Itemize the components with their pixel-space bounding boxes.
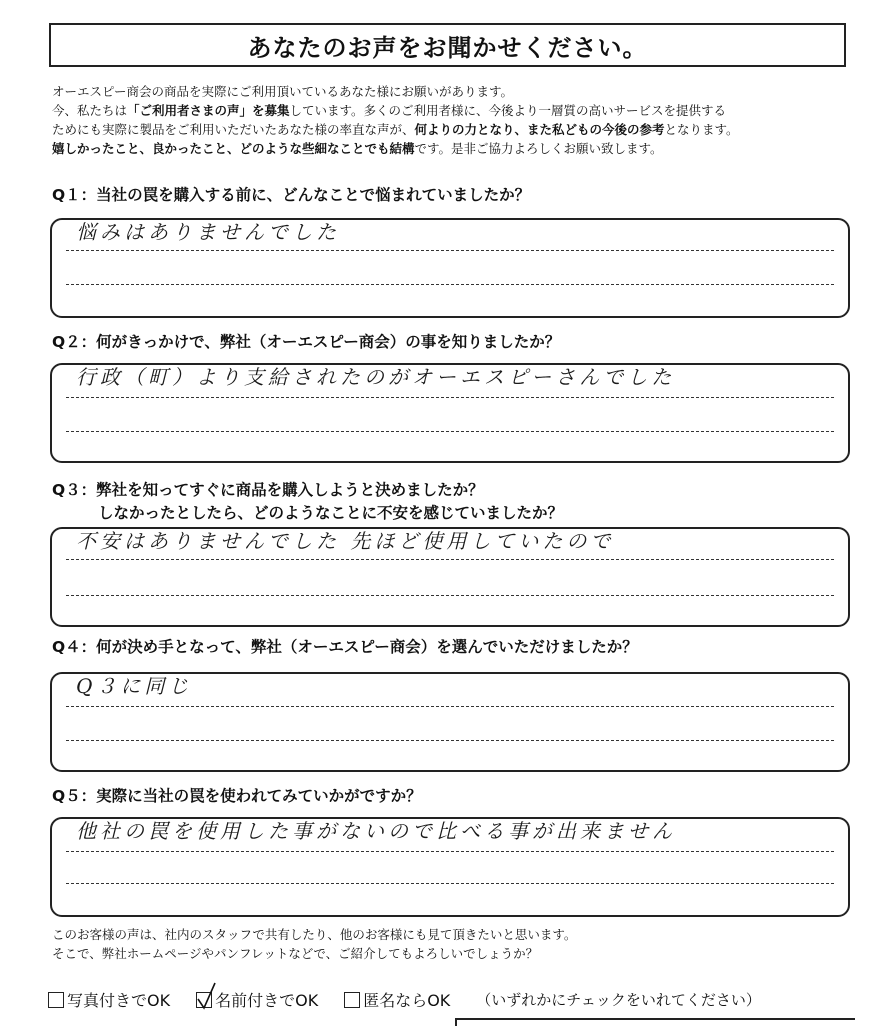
footer-line-2: そこで、弊社ホームページやパンフレットなどで、ご紹介してもよろしいでしょうか？ (52, 946, 539, 961)
footer-line-1: このお客様の声は、社内のスタッフで共有したり、他のお客様にも見て頂きたいと思います。 (52, 927, 577, 942)
answer-box-2[interactable] (50, 363, 850, 463)
question-5-label: Q５：実際に当社の罠を使われてみていかがですか？ (52, 787, 422, 805)
intro-line-1: オーエスピー商会の商品を実際にご利用頂いているあなた様にお願いがあります。 (52, 84, 514, 99)
checkbox-anonymous[interactable] (344, 992, 360, 1008)
question-3-label: Q３：弊社を知ってすぐに商品を購入しようと決めましたか？ (52, 481, 484, 499)
option-photo-label: 写真付きでOK (67, 991, 171, 1010)
question-4-label: Q４：何が決め手となって、弊社（オーエスピー商会）を選んでいただけましたか？ (52, 638, 638, 656)
answer-box-3[interactable] (50, 527, 850, 627)
intro-line-2: 今、私たちは「ご利用者さまの声」を募集しています。多くのご利用者様に、今後より一層質の高いサービスを提供する (52, 103, 727, 118)
answer-4-handwriting: Q３に同じ (76, 674, 193, 698)
answer-1-handwriting: 悩みはありませんでした (76, 220, 340, 244)
answer-5-handwriting: 他社の罠を使用した事がないので比べる事が出来ません (76, 819, 676, 843)
answer-box-4[interactable] (50, 672, 850, 772)
option-anonymous[interactable] (344, 988, 450, 1011)
intro-line-3: ためにも実際に製品をご利用いただいたあなた様の率直な声が、何よりの力となり、また私どもの今後の参考となります。 (52, 122, 739, 137)
question-1-label: Q１：当社の罠を購入する前に、どんなことで悩まれていましたか？ (52, 186, 531, 204)
option-anonymous-label: 匿名ならOK (363, 991, 451, 1010)
bottom-border (455, 1018, 855, 1026)
option-name[interactable] (196, 988, 318, 1011)
answer-box-1[interactable] (50, 218, 850, 318)
checkbox-photo[interactable] (48, 992, 64, 1008)
option-photo[interactable] (48, 988, 170, 1011)
option-note: （いずれかにチェックをいれてください） (476, 991, 761, 1009)
intro-line-4: 嬉しかったこと、良かったこと、どのような些細なことでも結構です。是非ご協力よろしくお願い致します。 (52, 141, 663, 156)
question-2-label: Q２：何がきっかけで、弊社（オーエスピー商会）の事を知りましたか？ (52, 333, 561, 351)
intro-text (52, 82, 852, 158)
answer-3-handwriting: 不安はありませんでした 先ほど使用していたので (76, 529, 615, 553)
footer-text (52, 925, 852, 963)
option-name-label: 名前付きでOK (215, 991, 319, 1010)
checkmark-icon (195, 981, 217, 1011)
form-title: あなたのお声をお聞かせください。 (49, 23, 846, 67)
consent-options (48, 988, 878, 1011)
question-3-sub-label: しなかったとしたら、どのようなことに不安を感じていましたか？ (98, 504, 564, 522)
checkbox-name[interactable] (196, 992, 212, 1008)
answer-2-handwriting: 行政（町）より支給されたのがオーエスピーさんでした (76, 365, 676, 389)
answer-box-5[interactable] (50, 817, 850, 917)
